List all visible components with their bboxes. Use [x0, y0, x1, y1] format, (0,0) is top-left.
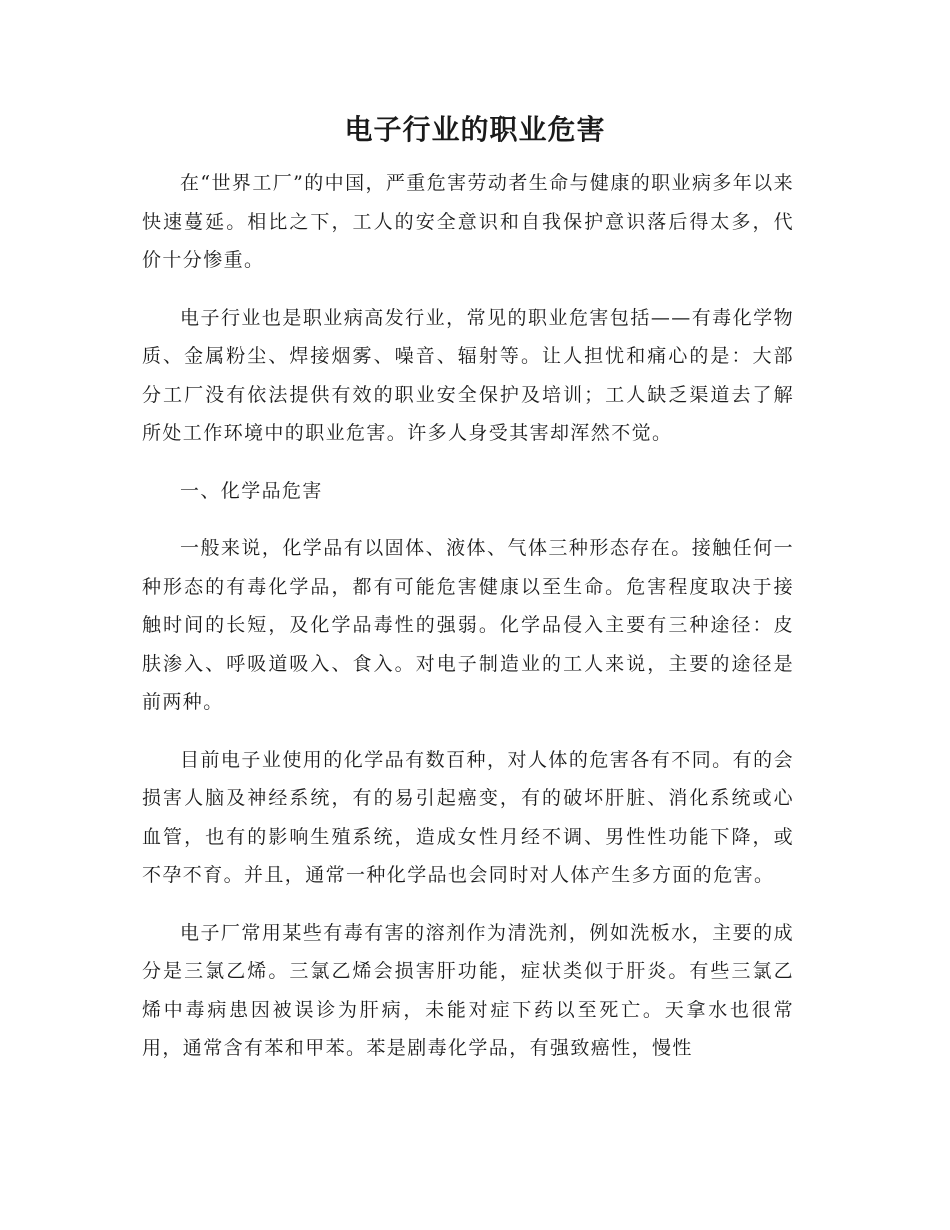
paragraph-solvents: 电子厂常用某些有毒有害的溶剂作为清洗剂，例如洗板水，主要的成分是三氯乙烯。三氯乙烯会损害肝功能，症状类似于肝炎。有些三氯乙烯中毒病患因被误诊为肝病，未能对症下药以至死亡。天拿水也很常用，通常含有苯和甲苯。苯是剧毒化学品，有强致癌性，慢性 — [142, 921, 794, 1059]
paragraph-intro: 在“世界工厂”的中国，严重危害劳动者生命与健康的职业病多年以来快速蔓延。相比之下，工人的安全意识和自我保护意识落后得太多，代价十分惨重。 — [142, 172, 794, 271]
paragraph-electronics-hazards: 电子行业也是职业病高发行业，常见的职业危害包括——有毒化学物质、金属粉尘、焊接烟雾、噪音、辐射等。让人担忧和痛心的是：大部分工厂没有依法提供有效的职业安全保护及培训；工人缺乏渠道去了解所处工作环境中的职业危害。许多人身受其害却浑然不觉。 — [142, 306, 794, 444]
section-heading-chemical-hazards: 一、化学品危害 — [180, 479, 323, 502]
document-title: 电子行业的职业危害 — [344, 113, 606, 146]
paragraph-chemical-effects: 目前电子业使用的化学品有数百种，对人体的危害各有不同。有的会损害人脑及神经系统，有的易引起癌变，有的破坏肝脏、消化系统或心血管，也有的影响生殖系统，造成女性月经不调、男性性功能下降，或不孕不育。并且，通常一种化学品也会同时对人体产生多方面的危害。 — [142, 748, 794, 886]
document-body — [142, 164, 794, 1087]
paragraph-chemical-forms: 一般来说，化学品有以固体、液体、气体三种形态存在。接触任何一种形态的有毒化学品，都有可能危害健康以至生命。危害程度取决于接触时间的长短，及化学品毒性的强弱。化学品侵入主要有三种途径：皮肤渗入、呼吸道吸入、食入。对电子制造业的工人来说，主要的途径是前两种。 — [142, 537, 794, 713]
